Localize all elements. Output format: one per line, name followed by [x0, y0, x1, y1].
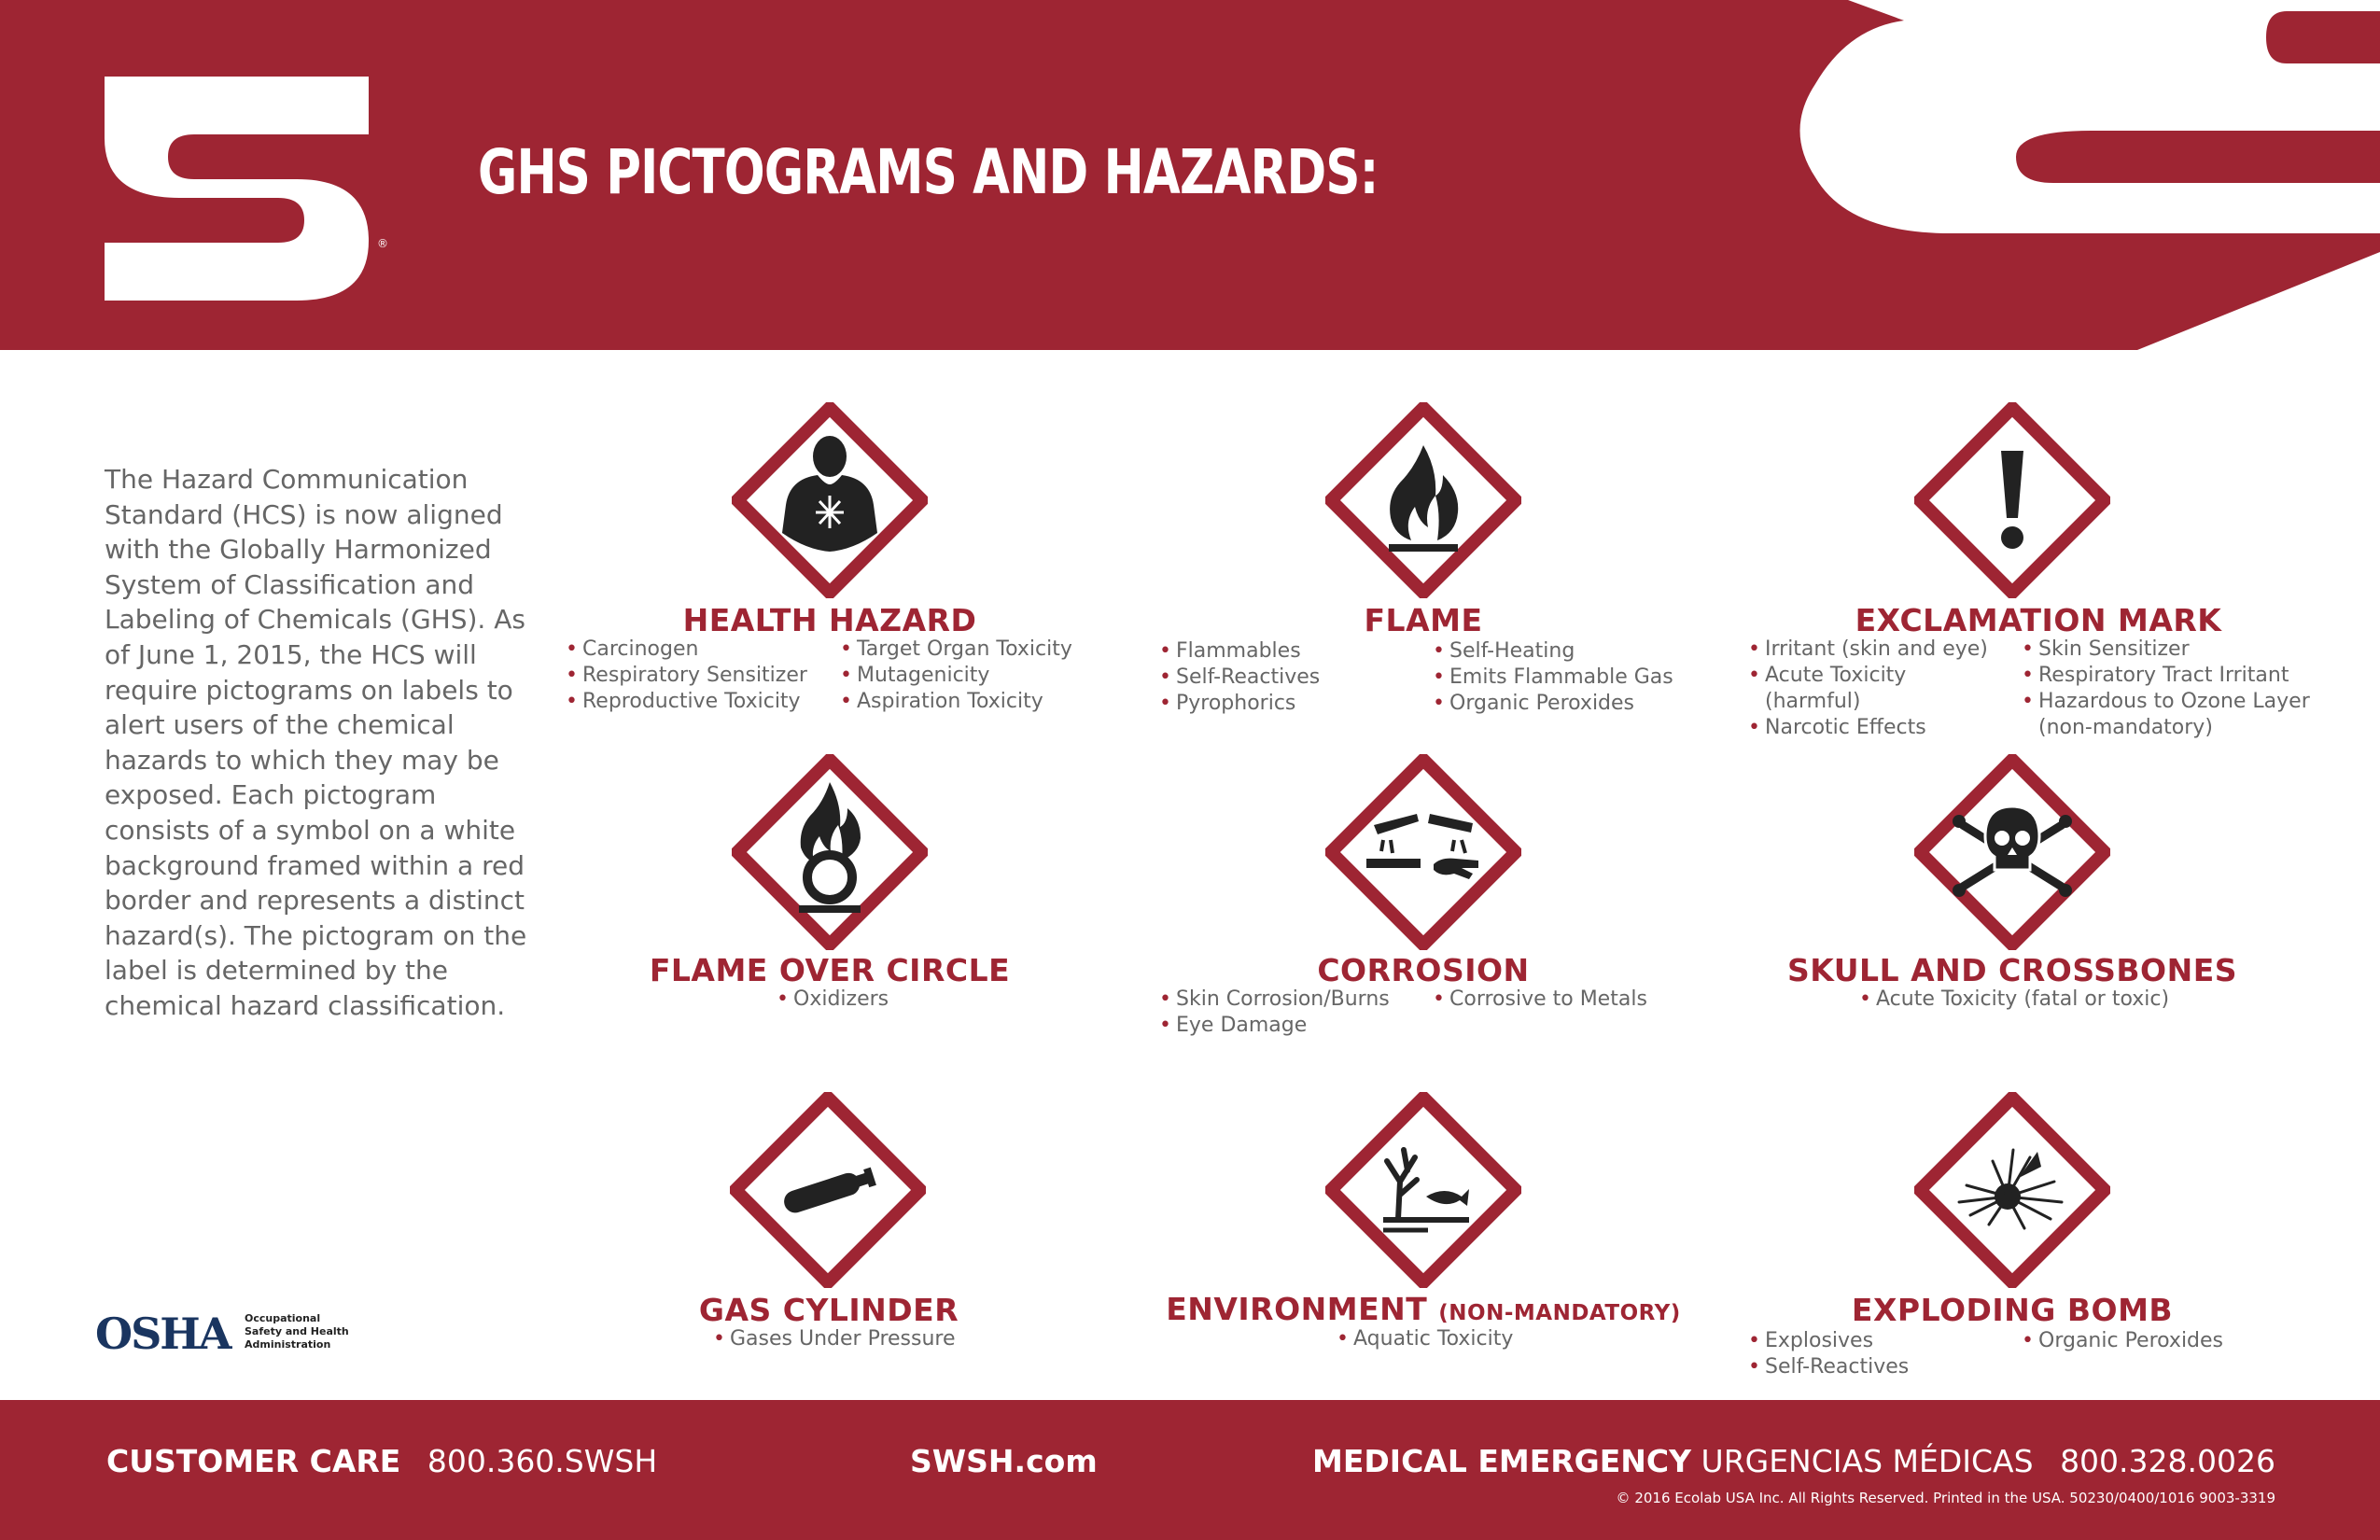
hazard-list-flame-over-circle [777, 987, 889, 1013]
hazard-list-flame-col1 [1159, 638, 1320, 717]
registered-mark: ® [377, 237, 388, 250]
hazard-title-environment [1166, 1291, 1681, 1327]
osha-line: Occupational [245, 1312, 321, 1324]
hazard-list-gas-cylinder [713, 1326, 956, 1352]
health-hazard-icon [732, 402, 928, 598]
flame-icon [1325, 402, 1521, 598]
osha-line: Safety and Health [245, 1325, 349, 1337]
hazard-title-environment-subtitle: (NON-MANDATORY) [1438, 1301, 1681, 1325]
hazard-list-flame-col2 [1433, 638, 1673, 717]
website-link[interactable] [910, 1443, 1098, 1479]
hazard-list-corrosion-col1 [1159, 987, 1390, 1039]
list-item: • Mutagenicity [840, 663, 1072, 689]
hazard-list-health-hazard-col2 [840, 637, 1072, 715]
list-item: • Skin Corrosion/Burns [1159, 987, 1390, 1013]
medical-emergency [1312, 1443, 2275, 1479]
hazard-title-exploding-bomb: EXPLODING BOMB [1851, 1292, 2174, 1328]
medical-emergency-label: MEDICAL EMERGENCY [1312, 1443, 1692, 1479]
skull-and-crossbones-icon [1914, 754, 2110, 950]
list-item: • Aquatic Toxicity [1337, 1326, 1513, 1352]
osha-logo [95, 1307, 375, 1363]
list-item: • Eye Damage [1159, 1013, 1390, 1039]
list-item: • Carcinogen [566, 637, 807, 663]
customer-care [106, 1443, 657, 1479]
hazard-title-corrosion: CORROSION [1317, 952, 1530, 988]
list-item: • Self-Heating [1433, 638, 1673, 665]
list-item: • Corrosive to Metals [1433, 987, 1647, 1013]
website-text: SWSH.com [910, 1443, 1098, 1479]
hazard-title-skull-and-crossbones: SKULL AND CROSSBONES [1786, 952, 2238, 988]
list-item: • Self-Reactives [1159, 665, 1320, 691]
list-item: • Oxidizers [777, 987, 889, 1013]
list-item: • Aspiration Toxicity [840, 689, 1072, 715]
hazard-title-environment-main: ENVIRONMENT [1166, 1291, 1428, 1327]
list-item: • Explosives [1748, 1328, 1909, 1354]
list-item: • Organic Peroxides [2022, 1328, 2223, 1354]
list-item: • Pyrophorics [1159, 691, 1320, 717]
list-item: • Organic Peroxides [1433, 691, 1673, 717]
list-item: (harmful) [1765, 690, 1861, 713]
hazard-list-exploding-bomb-col2 [2022, 1328, 2223, 1354]
hazard-title-flame-over-circle: FLAME OVER CIRCLE [649, 952, 1011, 988]
list-item: • Hazardous to Ozone Layer [2022, 689, 2310, 715]
osha-line: Administration [245, 1338, 331, 1351]
list-item: • Acute Toxicity [1748, 663, 1988, 689]
list-item: • Respiratory Tract Irritant [2022, 663, 2310, 689]
hazard-title-gas-cylinder: GAS CYLINDER [698, 1292, 959, 1328]
medical-emergency-label-es: URGENCIAS MÉDICAS [1701, 1443, 2034, 1479]
list-item: (non-mandatory) [2038, 716, 2213, 739]
hazard-list-exploding-bomb-col1 [1748, 1328, 1909, 1380]
list-item: • Acute Toxicity (fatal or toxic) [1859, 987, 2169, 1013]
exploding-bomb-icon [1914, 1092, 2110, 1288]
list-item: • Target Organ Toxicity [840, 637, 1072, 663]
list-item: • Respiratory Sensitizer [566, 663, 807, 689]
list-item: • Irritant (skin and eye) [1748, 637, 1988, 663]
hazard-list-skull-and-crossbones [1859, 987, 2169, 1013]
hazard-title-flame: FLAME [1364, 602, 1483, 638]
exclamation-mark-icon [1914, 402, 2110, 598]
hazard-title-exclamation-mark: EXCLAMATION MARK [1855, 602, 2222, 638]
list-item: • Gases Under Pressure [713, 1326, 956, 1352]
hazard-title-health-hazard: HEALTH HAZARD [682, 602, 977, 638]
environment-icon [1325, 1092, 1521, 1288]
gas-cylinder-icon [730, 1092, 926, 1288]
hazard-list-exclamation-mark-col1 [1748, 637, 1988, 741]
osha-mark: OSHA [95, 1309, 231, 1359]
hazard-list-exclamation-mark-col2 [2022, 637, 2310, 741]
list-item: • Skin Sensitizer [2022, 637, 2310, 663]
list-item: • Self-Reactives [1748, 1354, 1909, 1380]
flame-over-circle-icon [732, 754, 928, 950]
copyright-notice: © 2016 Ecolab USA Inc. All Rights Reserved. Printed in the USA. 50230/0400/1016 9003-3319 [1616, 1490, 2275, 1506]
list-item: • Narcotic Effects [1748, 715, 1988, 741]
list-item: • Flammables [1159, 638, 1320, 665]
medical-emergency-phone[interactable]: 800.328.0026 [2060, 1443, 2275, 1479]
hazard-list-environment [1337, 1326, 1513, 1352]
corrosion-icon [1325, 754, 1521, 950]
hazard-list-health-hazard-col1 [566, 637, 807, 715]
list-item: • Reproductive Toxicity [566, 689, 807, 715]
customer-care-phone[interactable]: 800.360.SWSH [427, 1443, 658, 1479]
hazard-list-corrosion-col2 [1433, 987, 1647, 1013]
swoosh-decoration [1699, 0, 2380, 350]
footer-bar [0, 1400, 2380, 1540]
osha-text [245, 1312, 349, 1351]
page-title: GHS PICTOGRAMS AND HAZARDS: [478, 136, 1379, 208]
header-banner [0, 0, 2380, 350]
customer-care-label: CUSTOMER CARE [106, 1443, 401, 1479]
brand-wordmark: SWISHER [103, 254, 355, 301]
list-item: • Emits Flammable Gas [1433, 665, 1673, 691]
intro-paragraph: The Hazard Communication Standard (HCS) is now aligned with the Globally Harmonized System of Classification and Labeling of Chemicals (GHS). As of June 1, 2015, the HCS will require pictograms on labels to alert users of the chemical hazards to which they may be exposed. Each pictogram consists of a symbol on a white background framed within a red border and represents a distinct hazard(s). The pictogram on the label is determined by the chemical hazard classification. [105, 464, 527, 1021]
